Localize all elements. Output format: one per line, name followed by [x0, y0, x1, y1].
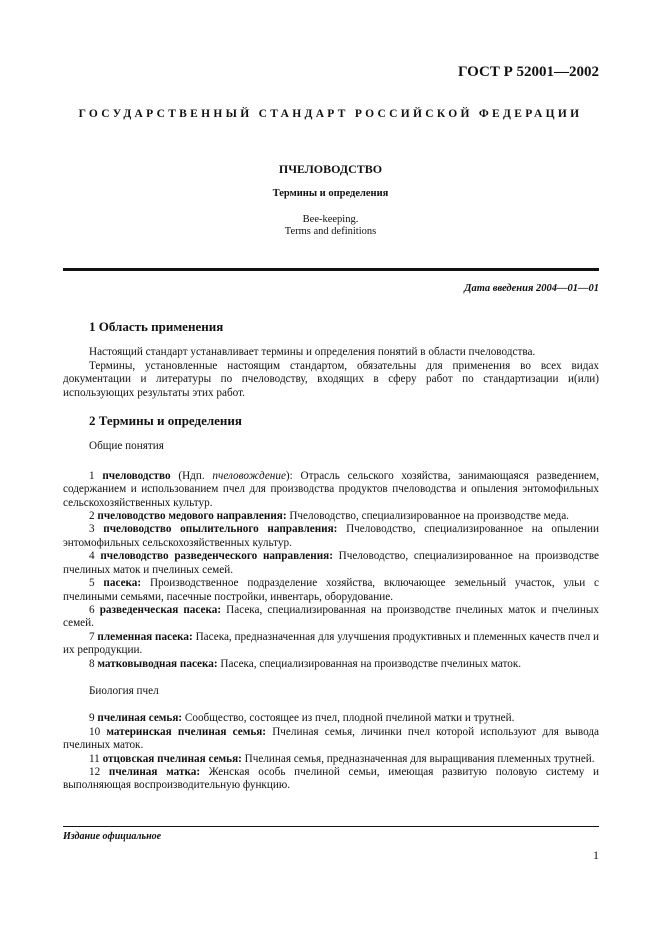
english-title-line: Bee-keeping.	[302, 214, 359, 225]
group-heading-biology: Биология пчел	[89, 684, 159, 697]
section-1-heading: 1 Область применения	[89, 319, 224, 334]
term-definition: Пчеловодство, специализированное на производстве меда.	[286, 510, 569, 523]
term-name: пчелиная матка:	[108, 765, 201, 778]
term-name: пчелиная семья:	[97, 712, 183, 725]
term-definition: Пчеловодство, специализированное на производстве пчелиных маток и пчелиных семей.	[63, 550, 600, 576]
term-name: пчеловодство разведенческого направления:	[100, 550, 333, 563]
introduction-date: Дата введения 2004—01—01	[464, 283, 599, 294]
term-entry: 3 пчеловодство опылительного направления: Пчеловодство, специализированное на опылении энтомофильных сельскохозяйственных культур.	[63, 523, 599, 549]
term-entry: 5 пасека: Производственное подразделение хозяйства, включающее земельный участок, ульи с пчелиными семьями, пасечные постройки, инвентарь, оборудование.	[63, 577, 600, 603]
term-definition: Пасека, предназначенная для улучшения продуктивных и племенных качеств пчел и их репродукции.	[63, 630, 600, 657]
term-definition: Пчелиная семья, предназначенная для выращивания племенных трутней.	[241, 752, 595, 765]
document-body	[63, 320, 599, 793]
deprecated-term: пчеловождение	[212, 469, 286, 482]
term-name: разведенческая пасека:	[99, 603, 222, 616]
term-name: пчеловодство медового направления:	[97, 510, 287, 523]
term-entry: 9 пчелиная семья: Сообщество, состоящее из пчел, плодной пчелиной матки и трутней.	[89, 712, 515, 725]
english-subtitle-line: Terms and definitions	[284, 226, 377, 237]
term-name: пасека:	[103, 577, 142, 590]
term-name: племенная пасека:	[97, 630, 193, 643]
page-number: 1	[593, 848, 599, 862]
term-entry: 2 пчеловодство медового направления: Пчеловодство, специализированное на производстве меда.	[89, 510, 569, 523]
term-entry: 12 пчелиная матка: Женская особь пчелиной семьи, имеющая развитую половую систему и выполняющая воспроизводительную функцию.	[63, 765, 599, 792]
term-definition: Производственное подразделение хозяйства, включающее земельный участок, ульи с пчелиными семьями, пасечные постройки, инвентарь, оборудование.	[63, 577, 600, 603]
term-definition: ): Отрасль сельского хозяйства, занимающаяся разведением, содержанием и использованием пчел для производства продуктов пчеловодства и опыления энтомофильных сельскохозяйственных культур.	[63, 469, 600, 509]
state-standard-heading: ГОСУДАРСТВЕННЫЙ СТАНДАРТ РОССИЙСКОЙ ФЕДЕРАЦИИ	[78, 108, 583, 120]
term-entry: 11 отцовская пчелиная семья: Пчелиная семья, предназначенная для выращивания племенных трутней.	[89, 752, 595, 765]
standard-number: ГОСТ Р 52001—2002	[457, 64, 599, 80]
term-entry: 4 пчеловодство разведенческого направления: Пчеловодство, специализированное на производстве пчелиных маток и пчелиных семей.	[63, 550, 600, 576]
official-edition-label: Издание официальное	[63, 831, 162, 842]
term-entry: 10 материнская пчелиная семья: Пчелиная семья, личинки пчел которой используют для вывода пчелиных маток.	[63, 725, 599, 752]
term-definition: Пасека, специализированная на производстве пчелиных маток.	[217, 657, 522, 670]
term-definition: Женская особь пчелиной семьи, имеющая развитую половую систему и выполняющая воспроизводительную функцию.	[63, 765, 599, 792]
term-name: отцовская пчелиная семья:	[102, 752, 242, 765]
term-name: пчеловодство опылительного направления:	[103, 523, 338, 536]
term-name: пчеловодство	[102, 469, 171, 482]
term-definition: Пасека, специализированная на производстве пчелиных маток и пчелиных семей.	[63, 603, 600, 630]
group-heading-general: Общие понятия	[89, 440, 164, 453]
term-entry: 8 матковыводная пасека: Пасека, специализированная на производстве пчелиных маток.	[89, 657, 522, 670]
english-title	[0, 214, 661, 238]
section-2-heading: 2 Термины и определения	[89, 413, 242, 429]
term-definition: Сообщество, состоящее из пчел, плодной пчелиной матки и трутней.	[182, 712, 515, 725]
term-name: матковыводная пасека:	[97, 657, 218, 670]
header-divider	[63, 268, 599, 271]
document-title: ПЧЕЛОВОДСТВО	[278, 162, 383, 176]
section-1-paragraph: Настоящий стандарт устанавливает термины и определения понятий в области пчеловодства.	[89, 346, 536, 359]
term-definition: Пчелиная семья, личинки пчел которой используют для вывода пчелиных маток.	[63, 725, 599, 752]
term-name: материнская пчелиная семья:	[106, 725, 267, 738]
term-definition: Пчеловодство, специализированное на опылении энтомофильных сельскохозяйственных культур.	[63, 523, 599, 549]
section-1-paragraph: Термины, установленные настоящим стандартом, обязательны для применения во всех видах документации и литературы по пчеловодству, входящих в сферу работ по стандартизации и(или) использующих результаты этих работ.	[63, 359, 599, 399]
term-entry: 1 пчеловодство (Ндп. пчеловождение): Отрасль сельского хозяйства, занимающаяся разведением, содержанием и использованием пчел для производства продуктов пчеловодства и опыления энтомофильных сельскохозяйственных культур.	[63, 469, 600, 509]
footer-divider	[63, 826, 599, 827]
term-entry: 7 племенная пасека: Пасека, предназначенная для улучшения продуктивных и племенных качеств пчел и их репродукции.	[63, 630, 600, 657]
document-subtitle: Термины и определения	[272, 188, 389, 199]
term-entry: 6 разведенческая пасека: Пасека, специализированная на производстве пчелиных маток и пчелиных семей.	[63, 603, 600, 630]
